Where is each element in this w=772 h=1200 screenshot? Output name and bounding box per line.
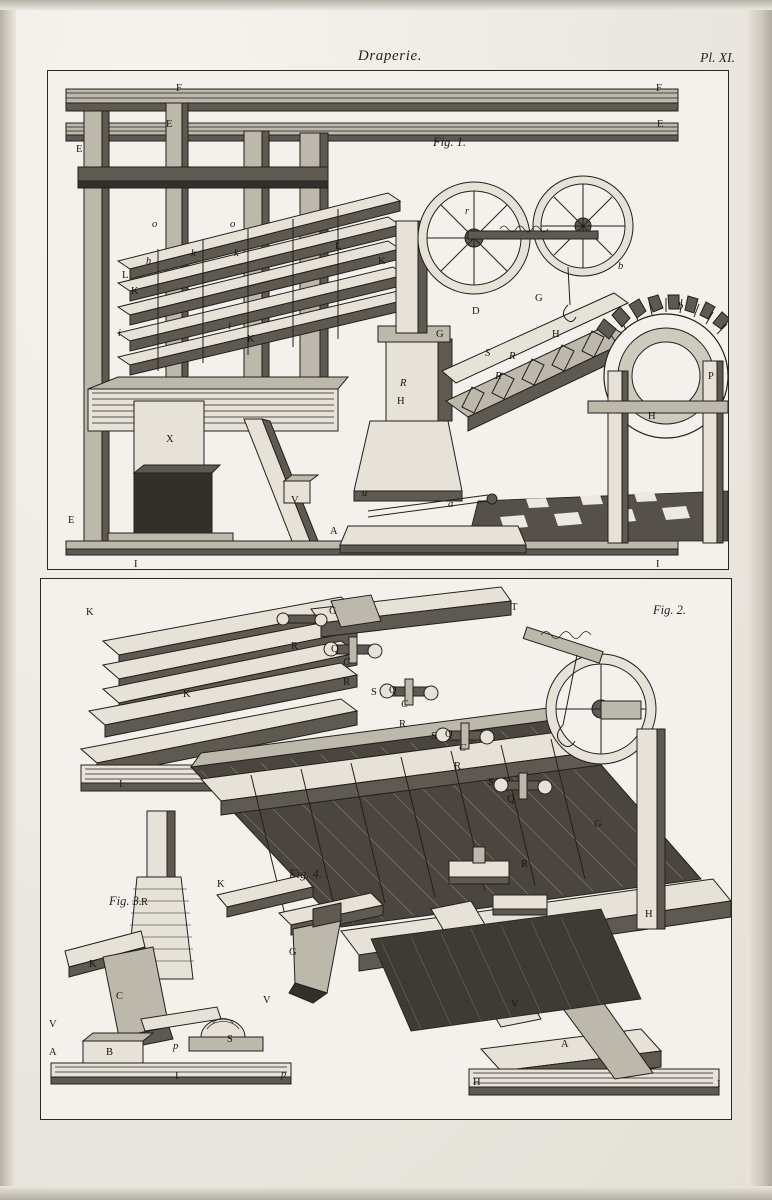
figure-4-letter-g-1: G (289, 947, 297, 958)
figure-1-letter-o-6: o (230, 219, 236, 230)
figure-1-letter-a-22: A (330, 526, 338, 537)
figure-2-letter-v-24: V (511, 999, 519, 1010)
figure-3-label: Fig. 3. (109, 894, 142, 908)
figure-2-letter-c-15: C (459, 743, 467, 754)
figure-4-label: Fig. 4. (289, 867, 322, 881)
figure-1-engraving (48, 71, 728, 569)
figure-1-letter-h-7: h (146, 256, 152, 267)
figure-1-letter-k-8: k (191, 248, 196, 259)
figure-2-letter-r-5: R (343, 677, 351, 688)
figure-1-letter-x-17: X (166, 434, 174, 445)
figure-1-letter-p-38: P (708, 371, 714, 382)
figure-1-letter-r-31: R (495, 371, 502, 382)
figure-2-letter-r-8: R (521, 859, 529, 870)
figure-1-letter-r-30: R (400, 378, 407, 389)
figure-1-letter-a-24: a (448, 499, 454, 510)
figure-2-letter-s-16: S (371, 687, 377, 698)
figure-1-letter-b-36: b (678, 301, 684, 312)
figure-2-letter-q-12: Q (507, 794, 515, 805)
figure-2-letter-i-25: I (717, 1079, 721, 1090)
figure-2-letter-q-10: Q (389, 685, 397, 696)
figure-1-letter-f-0: F (176, 83, 182, 94)
figure-2-letter-g-19: G (594, 819, 602, 830)
figure-3-letter-k-1: K (89, 959, 97, 970)
figure-1-letter-d-29: D (472, 306, 480, 317)
figure-2-letter-s-18: S (488, 777, 494, 788)
figure-4-letter-k-0: K (217, 879, 225, 890)
figure-1-letter-h-37: H (648, 411, 656, 422)
figure-1-letter-e-2: E (166, 119, 173, 130)
figure-2-letter-q-11: Q (445, 729, 453, 740)
figure-1-letter-v-21: V (291, 495, 299, 506)
figure-1-letter-h-26: H (552, 329, 560, 340)
page-edge-left (0, 0, 16, 1200)
figure-1-letter-g-28: G (535, 293, 543, 304)
figure-1-letter-e-3: E (657, 119, 664, 130)
figure-2-letter-s-17: S (431, 731, 437, 742)
figure-3-letter-c-2: C (116, 991, 124, 1002)
page-edge-bottom (0, 1186, 772, 1200)
figure-3-letter-p-7: p (173, 1041, 179, 1052)
figure-4-letter-v-2: V (263, 995, 271, 1006)
page-header (45, 48, 735, 68)
page-edge-right (746, 0, 772, 1200)
figure-1-letter-i-20: I (656, 559, 660, 570)
figure-3-letter-b-3: B (106, 1047, 114, 1058)
figure-1-letter-e-18: E (68, 515, 75, 526)
figure-3-engraving (51, 811, 291, 1084)
figure-1-letter-f-1: F (656, 83, 662, 94)
figure-2-letter-i-22: I (119, 779, 123, 790)
figure-2-letter-c-13: C (343, 657, 351, 668)
figure-2-letter-k-0: K (86, 607, 94, 618)
page-title: Draperie. (357, 48, 423, 64)
figure-1-letter-i-19: I (134, 559, 138, 570)
figure-1-letter-i-14: i (118, 328, 121, 339)
figure-2-engraving (41, 579, 731, 1119)
figure-2-3-4-plate (40, 578, 732, 1120)
plate-number: Pl. XI. (700, 50, 735, 65)
figure-2-letter-c-14: C (401, 699, 409, 710)
figure-2-letter-q-9: Q (331, 644, 339, 655)
figure-1-letter-k-12: K (378, 256, 386, 267)
figure-1-letter-e-4: E (76, 144, 83, 155)
figure-1-letter-b-35: b (618, 261, 624, 272)
figure-2-letter-r-7: R (454, 761, 462, 772)
figure-3-letter-v-4: V (49, 1019, 57, 1030)
figure-1-letter-l-10: L (122, 270, 129, 281)
figure-3-letter-r-0: R (141, 897, 149, 908)
figure-1-letter-o-5: o (152, 219, 158, 230)
figure-3-letter-i-9: I (175, 1071, 179, 1082)
figure-2-letter-h-20: H (645, 909, 653, 920)
figure-2-letter-r-6: R (399, 719, 407, 730)
figure-1-letter-s-33: S (485, 348, 491, 359)
figure-3-letter-a-5: A (49, 1047, 57, 1058)
figure-1-label: Fig. 1. (433, 135, 466, 149)
figure-1-letter-u-23: u (362, 488, 368, 499)
figure-2-letter-g-2: G (329, 606, 337, 617)
figure-2-letter-a-23: A (561, 1039, 569, 1050)
figure-1-letter-k-13: K (131, 286, 139, 297)
page-edge-top (0, 0, 772, 10)
figure-1-letter-h-25: H (397, 396, 405, 407)
figure-3-letter-p-8: p (281, 1069, 287, 1080)
figure-2-label: Fig. 2. (653, 603, 686, 617)
figure-2-letter-h-21: H (473, 1077, 481, 1088)
figure-1-letter-k-9: k (234, 248, 239, 259)
figure-1-letter-r-32: R (509, 351, 516, 362)
figure-2-letter-t-3: T (511, 602, 518, 613)
figure-2-letter-r-4: R (291, 641, 299, 652)
figure-3-letter-s-6: S (227, 1034, 233, 1045)
figure-1-letter-r-34: r (465, 206, 470, 217)
figure-1-plate (47, 70, 729, 570)
figure-1-letter-k-16: K (247, 334, 255, 345)
figure-1-letter-l-11: L (335, 241, 342, 252)
figure-1-letter-i-15: i (228, 321, 231, 332)
figure-1-letter-g-27: G (436, 329, 444, 340)
figure-2-letter-k-1: K (183, 689, 191, 700)
